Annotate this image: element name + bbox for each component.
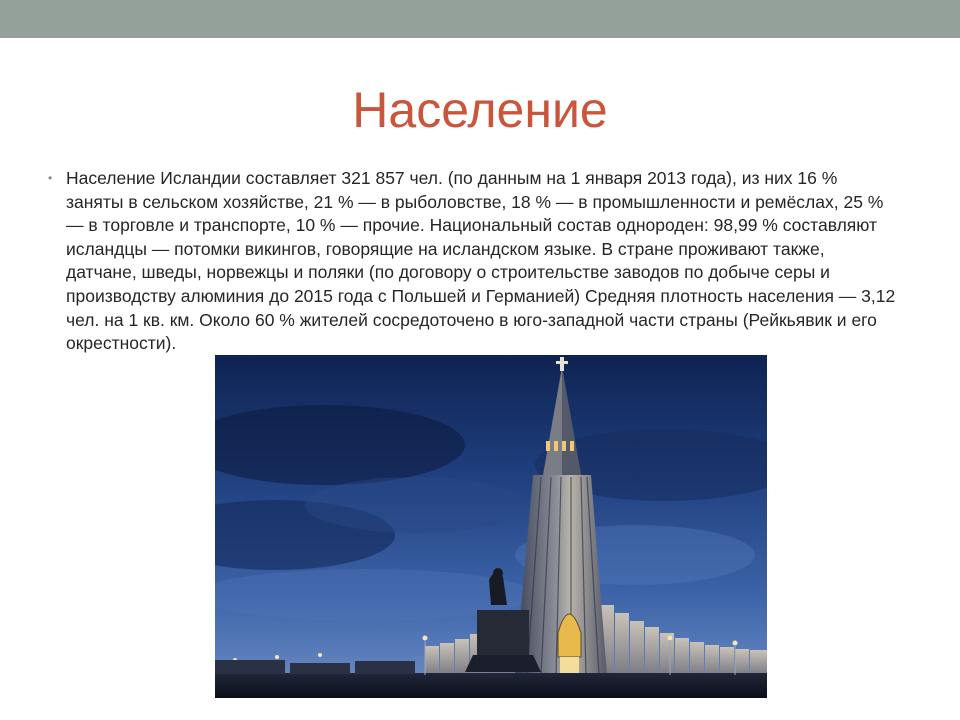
hallgrimskirkja-photo [215, 355, 767, 698]
bullet-paragraph: Население Исландии составляет 321 857 чел. (по данным на 1 января 2013 года), из них 16 % заняты в сельском хозяйстве, 21 % — в рыболовстве, 18 % — в промышленности и ремёслах, 25 % — в торговле и транспорте, 10 % — прочие. Национальный состав однороден: 98,99 % составляют исландцы — потомки викингов, говорящие на исландском языке. В стране проживают также, датчане, шведы, норвежцы и поляки (по договору о строительстве заводов по добыче серы и производству алюминия до 2015 года с Польшей и Германией) Средняя плотность населения — 3,12 чел. на 1 кв. км. Около 60 % жителей сосредоточено в юго-западной части страны (Рейкьявик и его окрестности). [66, 168, 896, 354]
slide-title: Население [352, 82, 608, 138]
top-accent-bar [0, 0, 960, 38]
bullet-dot-icon: • [48, 171, 53, 185]
bullet-list [48, 167, 898, 356]
